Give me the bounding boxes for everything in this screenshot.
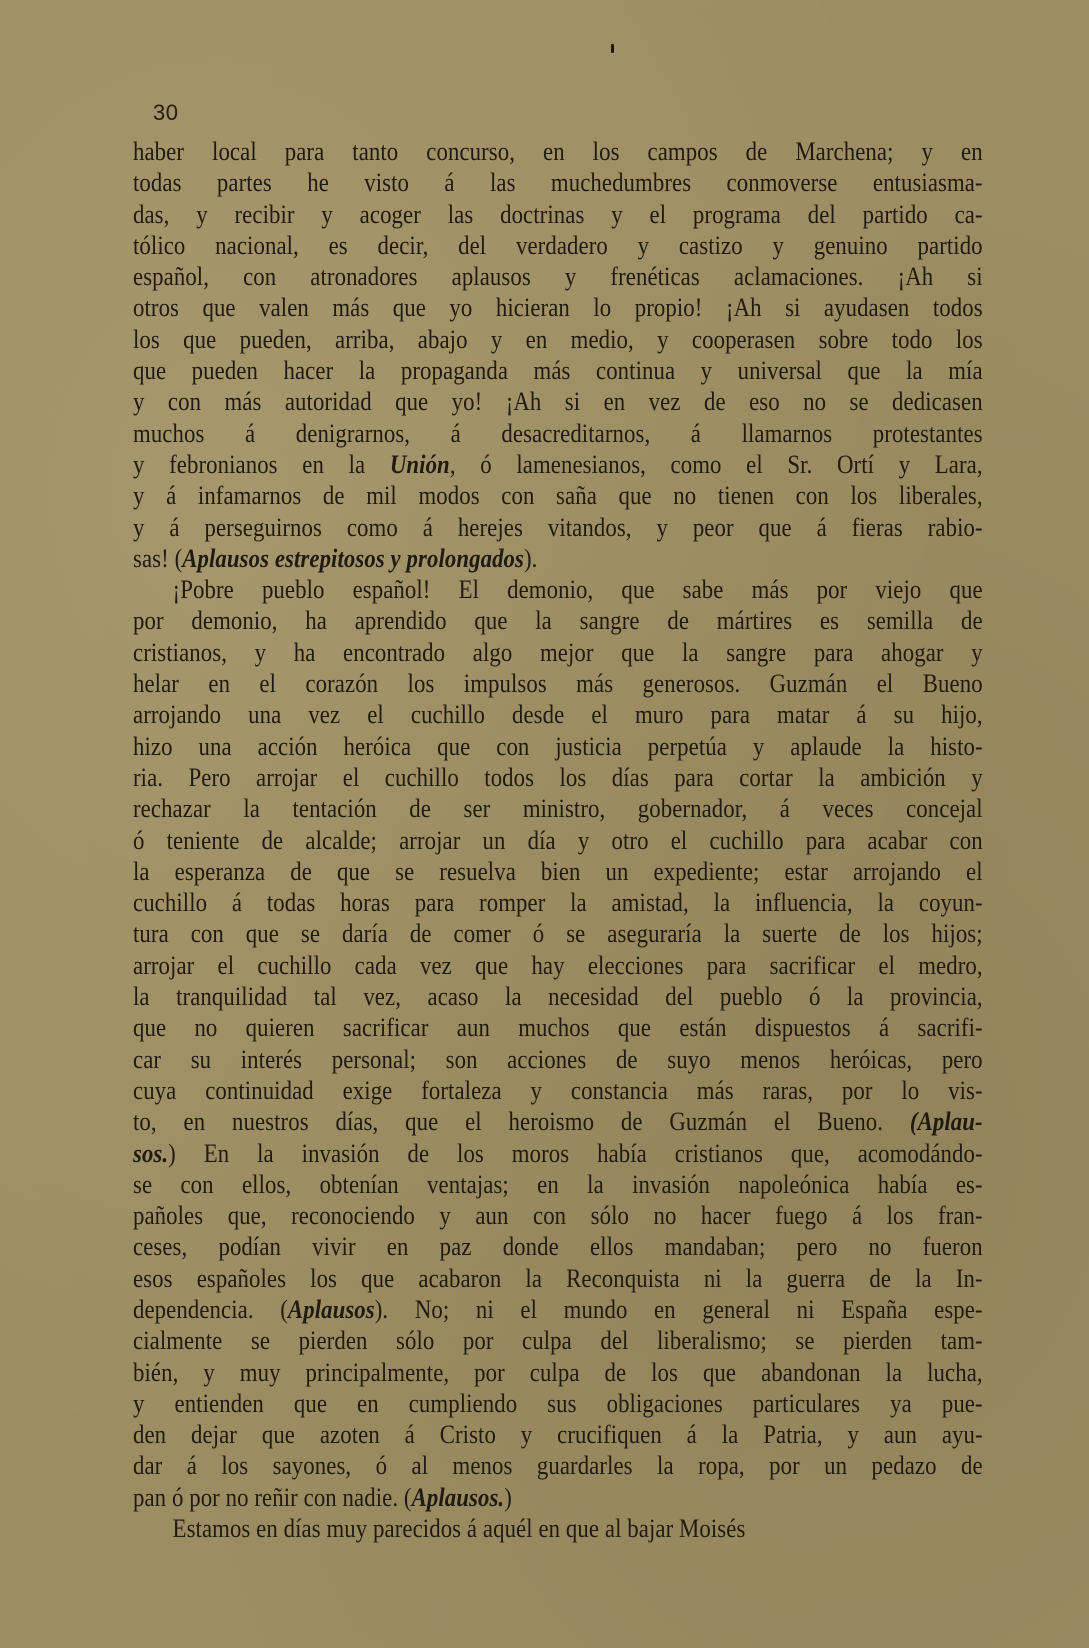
text-run: Estamos en días muy parecidos á aquél en que al bajar Moisés: [172, 1513, 746, 1544]
text-run: español, con atronadores aplausos y frenéticas aclamaciones. ¡Ah si: [133, 261, 983, 292]
text-run: y con más autoridad que yo! ¡Ah si en vez de eso no se dedicasen: [133, 386, 983, 417]
text-line: [133, 324, 983, 355]
text-run: rechazar la tentación de ser ministro, gobernador, á veces concejal: [133, 793, 983, 824]
text-line: [133, 1419, 983, 1450]
text-run: y á perseguirnos como á herejes vitandos, y peor que á fieras rabio-: [133, 511, 983, 542]
text-line: [133, 605, 983, 636]
text-run: todas partes he visto á las muchedumbres conmoverse entusiasma-: [133, 167, 983, 198]
text-run: , ó lamenesianos, como el Sr. Ortí y Lara,: [449, 448, 983, 479]
text-run: y entienden que en cumpliendo sus obligaciones particulares ya pue-: [133, 1387, 983, 1418]
text-line: [133, 731, 983, 762]
text-line: [133, 230, 983, 261]
text-line: [133, 887, 983, 918]
page-number: 30: [153, 100, 179, 125]
ink-speck: [611, 44, 614, 53]
text-line: [133, 637, 983, 668]
italic-applause-note: Unión: [389, 448, 450, 479]
text-run: dependencia. (: [133, 1293, 288, 1324]
text-run: hizo una acción heróica que con justicia perpetúa y aplaude la histo-: [133, 730, 983, 761]
text-line: [133, 1075, 983, 1106]
text-run: la esperanza de que se resuelva bien un expediente; estar arrojando el: [133, 855, 983, 886]
text-line: [133, 261, 983, 292]
text-line: [133, 418, 983, 449]
text-run: arrojar el cuchillo cada vez que hay elecciones para sacrificar el medro,: [133, 949, 983, 980]
text-line: [133, 449, 983, 480]
text-line: [133, 574, 983, 605]
text-line: [133, 1482, 983, 1513]
text-line: [133, 1231, 983, 1262]
italic-applause-note: sos.: [133, 1137, 169, 1168]
text-line: [133, 1325, 983, 1356]
text-run: ¡Pobre pueblo español! El demonio, que sabe más por viejo que: [172, 574, 983, 605]
text-run: se con ellos, obtenían ventajas; en la invasión napoleónica había es-: [133, 1168, 983, 1199]
text-run: ceses, podían vivir en paz donde ellos mandaban; pero no fueron: [133, 1231, 983, 1262]
text-run: tólico nacional, es decir, del verdadero y castizo y genuino partido: [133, 229, 983, 260]
text-line: [133, 543, 983, 574]
text-line: [133, 1513, 983, 1544]
text-run: que no quieren sacrificar aun muchos que están dispuestos á sacrifi-: [133, 1012, 983, 1043]
text-line: [133, 668, 983, 699]
text-run: ria. Pero arrojar el cuchillo todos los días para cortar la ambición y: [133, 761, 983, 792]
text-run: que pueden hacer la propaganda más continua y universal que la mía: [133, 355, 983, 386]
text-run: ó teniente de alcalde; arrojar un día y otro el cuchillo para acabar con: [133, 824, 983, 855]
text-run: por demonio, ha aprendido que la sangre de mártires es semilla de: [133, 605, 983, 636]
text-line: [133, 1044, 983, 1075]
italic-applause-note: Aplausos: [287, 1293, 375, 1324]
text-line: [133, 1012, 983, 1043]
text-line: [133, 762, 983, 793]
text-run: dar á los sayones, ó al menos guardarles la ropa, por un pedazo de: [133, 1450, 983, 1481]
text-line: [133, 699, 983, 730]
text-line: [133, 480, 983, 511]
text-line: [133, 386, 983, 417]
text-line: [133, 1294, 983, 1325]
text-line: [133, 1357, 983, 1388]
text-run: das, y recibir y acoger las doctrinas y el programa del partido ca-: [133, 198, 983, 229]
text-line: [133, 981, 983, 1012]
text-run: y á infamarnos de mil modos con saña que no tienen con los liberales,: [133, 480, 983, 511]
text-run: to, en nuestros días, que el heroismo de Guzmán el Bueno.: [133, 1106, 910, 1137]
text-run: pan ó por no reñir con nadie. (: [133, 1481, 412, 1512]
text-line: [133, 1263, 983, 1294]
text-run: los que pueden, arriba, abajo y en medio, y cooperasen sobre todo los: [133, 323, 983, 354]
italic-applause-note: (Aplau-: [909, 1106, 983, 1137]
text-run: den dejar que azoten á Cristo y crucifiquen á la Patria, y aun ayu-: [133, 1419, 983, 1450]
text-line: [133, 950, 983, 981]
text-line: [133, 292, 983, 323]
text-run: ). No; ni el mundo en general ni España espe-: [374, 1293, 983, 1324]
text-line: [133, 199, 983, 230]
text-run: otros que valen más que yo hicieran lo propio! ¡Ah si ayudasen todos: [133, 292, 983, 323]
text-line: [133, 1169, 983, 1200]
text-run: tura con que se daría de comer ó se aseguraría la suerte de los hijos;: [133, 918, 983, 949]
text-line: [133, 1200, 983, 1231]
text-run: helar en el corazón los impulsos más generosos. Guzmán el Bueno: [133, 668, 983, 699]
text-line: [133, 793, 983, 824]
text-run: cialmente se pierden sólo por culpa del liberalismo; se pierden tam-: [133, 1325, 983, 1356]
italic-applause-note: Aplausos.: [411, 1481, 505, 1512]
text-line: [133, 512, 983, 543]
text-run: arrojando una vez el cuchillo desde el muro para matar á su hijo,: [133, 699, 983, 730]
text-line: [133, 1106, 983, 1137]
text-run: bién, y muy principalmente, por culpa de los que abandonan la lucha,: [133, 1356, 983, 1387]
text-run: ) En la invasión de los moros había cristianos que, acomodándo-: [168, 1137, 983, 1168]
text-line: [133, 355, 983, 386]
text-run: la tranquilidad tal vez, acaso la necesidad del pueblo ó la provincia,: [133, 981, 983, 1012]
body-text: [133, 136, 983, 1544]
text-line: [133, 167, 983, 198]
text-run: cuya continuidad exige fortaleza y constancia más raras, por lo vis-: [133, 1074, 983, 1105]
text-run: y febronianos en la: [133, 448, 390, 479]
text-run: esos españoles los que acabaron la Reconquista ni la guerra de la In-: [133, 1262, 983, 1293]
text-run: cuchillo á todas horas para romper la amistad, la influencia, la coyun-: [133, 887, 983, 918]
text-line: [133, 1450, 983, 1481]
text-run: ): [504, 1481, 512, 1512]
text-line: [133, 1138, 983, 1169]
text-line: [133, 825, 983, 856]
text-line: [133, 136, 983, 167]
text-run: pañoles que, reconociendo y aun con sólo no hacer fuego á los fran-: [133, 1200, 983, 1231]
text-run: sas! (: [133, 542, 183, 573]
text-line: [133, 856, 983, 887]
text-run: haber local para tanto concurso, en los campos de Marchena; y en: [133, 136, 983, 166]
text-run: car su interés personal; son acciones de suyo menos heróicas, pero: [133, 1043, 983, 1074]
text-run: cristianos, y ha encontrado algo mejor que la sangre para ahogar y: [133, 636, 983, 667]
text-run: ).: [524, 542, 538, 573]
text-line: [133, 1388, 983, 1419]
italic-applause-note: Aplausos estrepitosos y prolongados: [182, 542, 525, 573]
text-line: [133, 918, 983, 949]
text-run: muchos á denigrarnos, á desacreditarnos, á llamarnos protestantes: [133, 417, 983, 448]
